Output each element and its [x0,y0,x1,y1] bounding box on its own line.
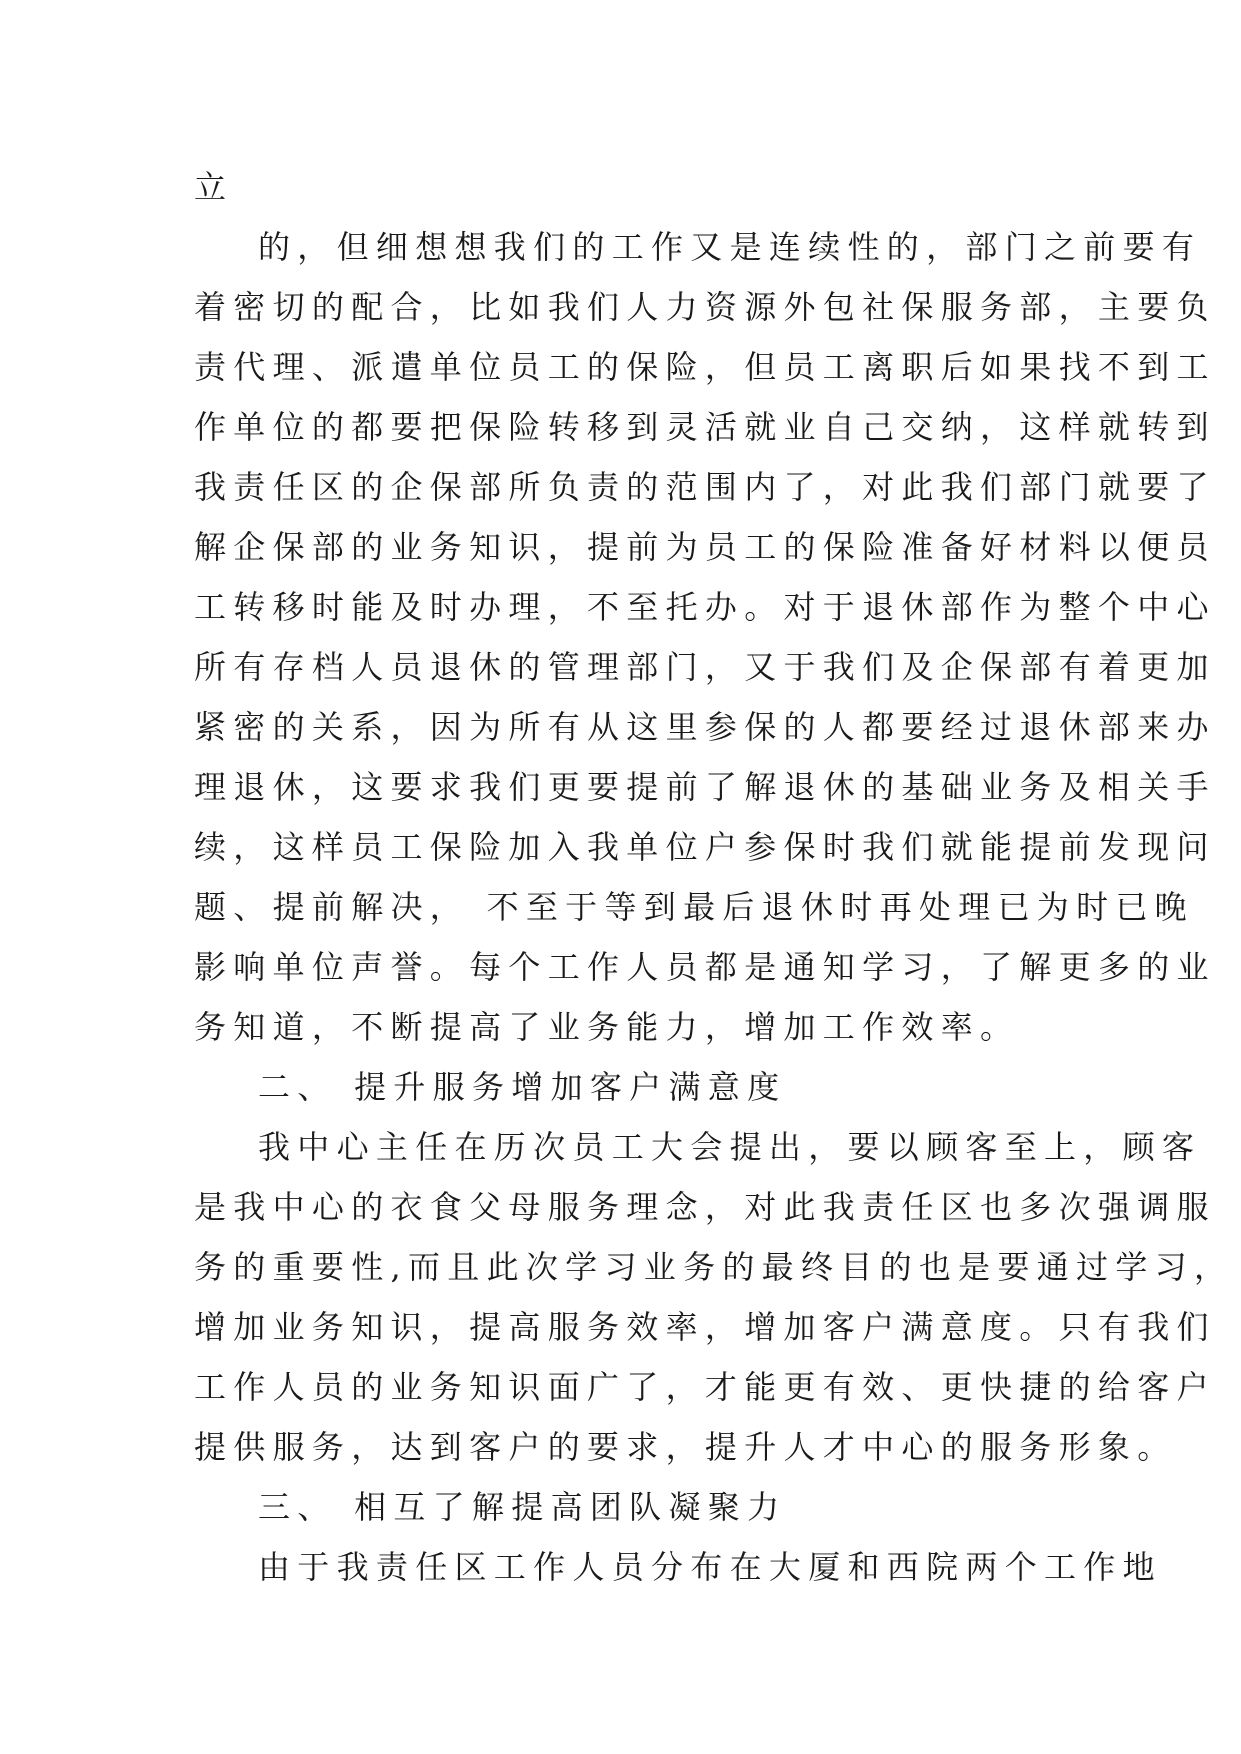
text-line: 责代理、派遣单位员工的保险，但员工离职后如果找不到工 [194,348,1216,386]
text-line: 着密切的配合，比如我们人力资源外包社保服务部，主要负 [194,288,1216,326]
paragraph-line: 我中心主任在历次员工大会提出，要以顾客至上，顾客 [258,1128,1202,1166]
text-line: 作单位的都要把保险转移到灵活就业自己交纳，这样就转到 [194,408,1216,446]
text-line: 紧密的关系，因为所有从这里参保的人都要经过退休部来办 [194,708,1216,746]
text-line: 解企保部的业务知识，提前为员工的保险准备好材料以便员 [194,528,1216,566]
text-line: 所有存档人员退休的管理部门，又于我们及企保部有着更加 [194,648,1216,686]
paragraph-line: 由于我责任区工作人员分布在大厦和西院两个工作地 [258,1548,1162,1586]
text-line: 增加业务知识，提高服务效率，增加客户满意度。只有我们 [194,1308,1216,1346]
text-line: 影响单位声誉。每个工作人员都是通知学习，了解更多的业 [194,948,1216,986]
paragraph-line: 的，但细想想我们的工作又是连续性的，部门之前要有 [258,228,1202,266]
text-line: 务知道，不断提高了业务能力，增加工作效率。 [194,1008,1020,1046]
text-line: 工作人员的业务知识面广了，才能更有效、更快捷的给客户 [194,1368,1216,1406]
text-line: 我责任区的企保部所负责的范围内了，对此我们部门就要了 [194,468,1216,506]
text-line: 提供服务，达到客户的要求，提升人才中心的服务形象。 [194,1428,1177,1466]
text-line: 理退休，这要求我们更要提前了解退休的基础业务及相关手 [194,768,1216,806]
text-line: 题、提前解决， 不至于等到最后退休时再处理已为时已晚 [194,888,1194,926]
text-line: 工转移时能及时办理，不至托办。对于退休部作为整个中心 [194,588,1216,626]
text-line: 务的重要性,而且此次学习业务的最终目的也是要通过学习， [194,1248,1234,1286]
section-heading: 二、 提升服务增加客户满意度 [258,1068,787,1106]
text-line: 立 [194,168,234,206]
text-line: 续，这样员工保险加入我单位户参保时我们就能提前发现问 [194,828,1216,866]
text-line: 是我中心的衣食父母服务理念，对此我责任区也多次强调服 [194,1188,1216,1226]
section-heading: 三、 相互了解提高团队凝聚力 [258,1488,787,1526]
